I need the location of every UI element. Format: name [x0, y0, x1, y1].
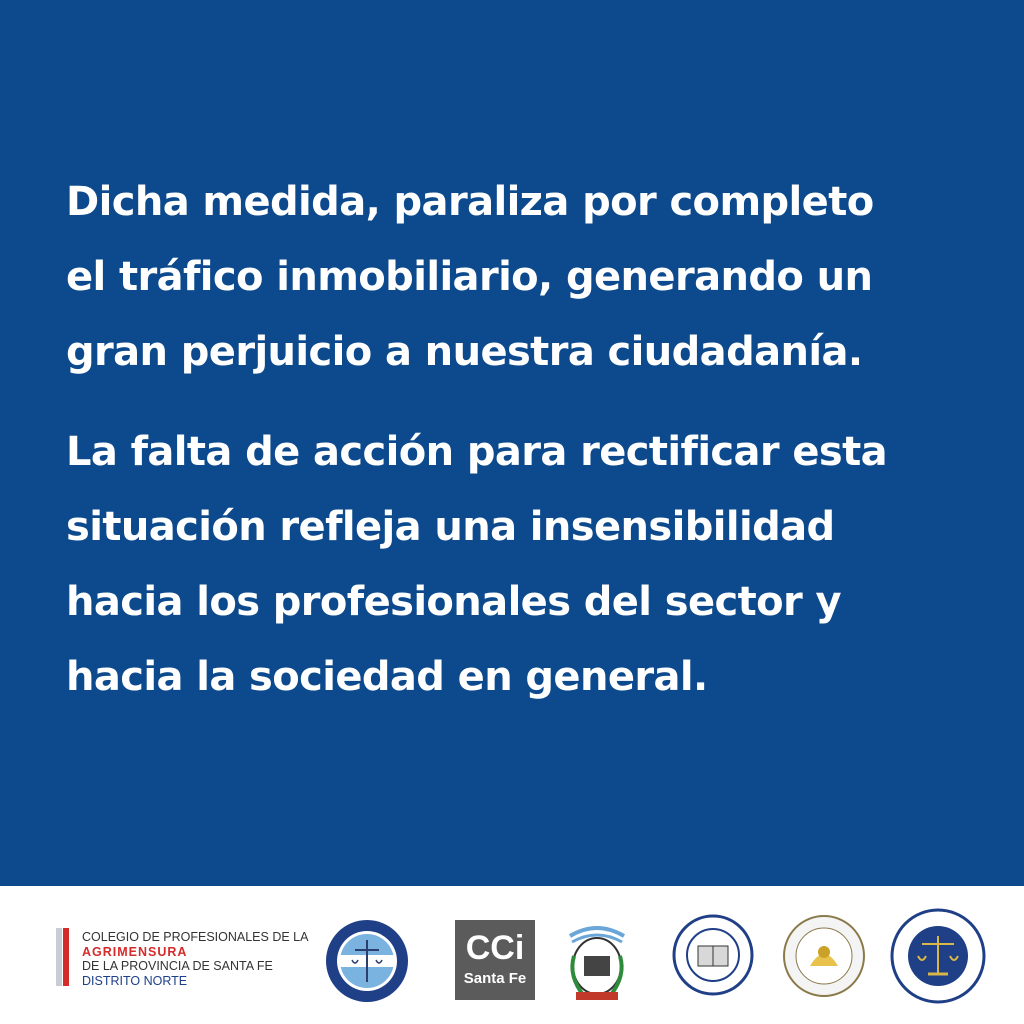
cci-santa-fe-logo — [455, 920, 535, 1000]
escribanos-seal — [672, 914, 754, 996]
shield-emblem — [562, 916, 632, 1006]
agrimensura-logo — [52, 924, 309, 990]
paragraph-1-line: gran perjuicio a nuestra ciudadanía. — [66, 329, 863, 375]
agrimensura-line-1: COLEGIO DE PROFESIONALES DE LA — [82, 930, 309, 944]
agrimensura-line-3: DE LA PROVINCIA DE SANTA FE — [82, 959, 273, 973]
agrimensura-line-4: DISTRITO NORTE — [82, 973, 188, 988]
paragraph-2 — [66, 415, 887, 715]
abogados-rafaela-seal — [890, 908, 986, 1004]
agrimensura-line-2: AGRIMENSURA — [82, 944, 188, 959]
paragraph-2-line: hacia la sociedad en general. — [66, 654, 708, 700]
paragraph-2-line: situación refleja una insensibilidad — [66, 504, 835, 550]
paragraph-1-line: el tráfico inmobiliario, generando un — [66, 254, 873, 300]
logo-bar-red — [63, 928, 69, 986]
abogados-santa-fe-seal — [324, 918, 410, 1004]
agrimensura-logo-text — [82, 930, 308, 988]
paragraph-1-line: Dicha medida, paraliza por completo — [66, 179, 874, 225]
cci-subtitle: Santa Fe — [463, 970, 527, 987]
logo-bar-grey — [56, 928, 62, 986]
abogados-circunscripcion-seal — [782, 914, 866, 998]
paragraph-2-line: La falta de acción para rectificar esta — [66, 429, 888, 475]
cci-title: CCi — [465, 929, 525, 967]
paragraph-1 — [66, 165, 874, 390]
paragraph-2-line: hacia los profesionales del sector y — [66, 579, 841, 625]
